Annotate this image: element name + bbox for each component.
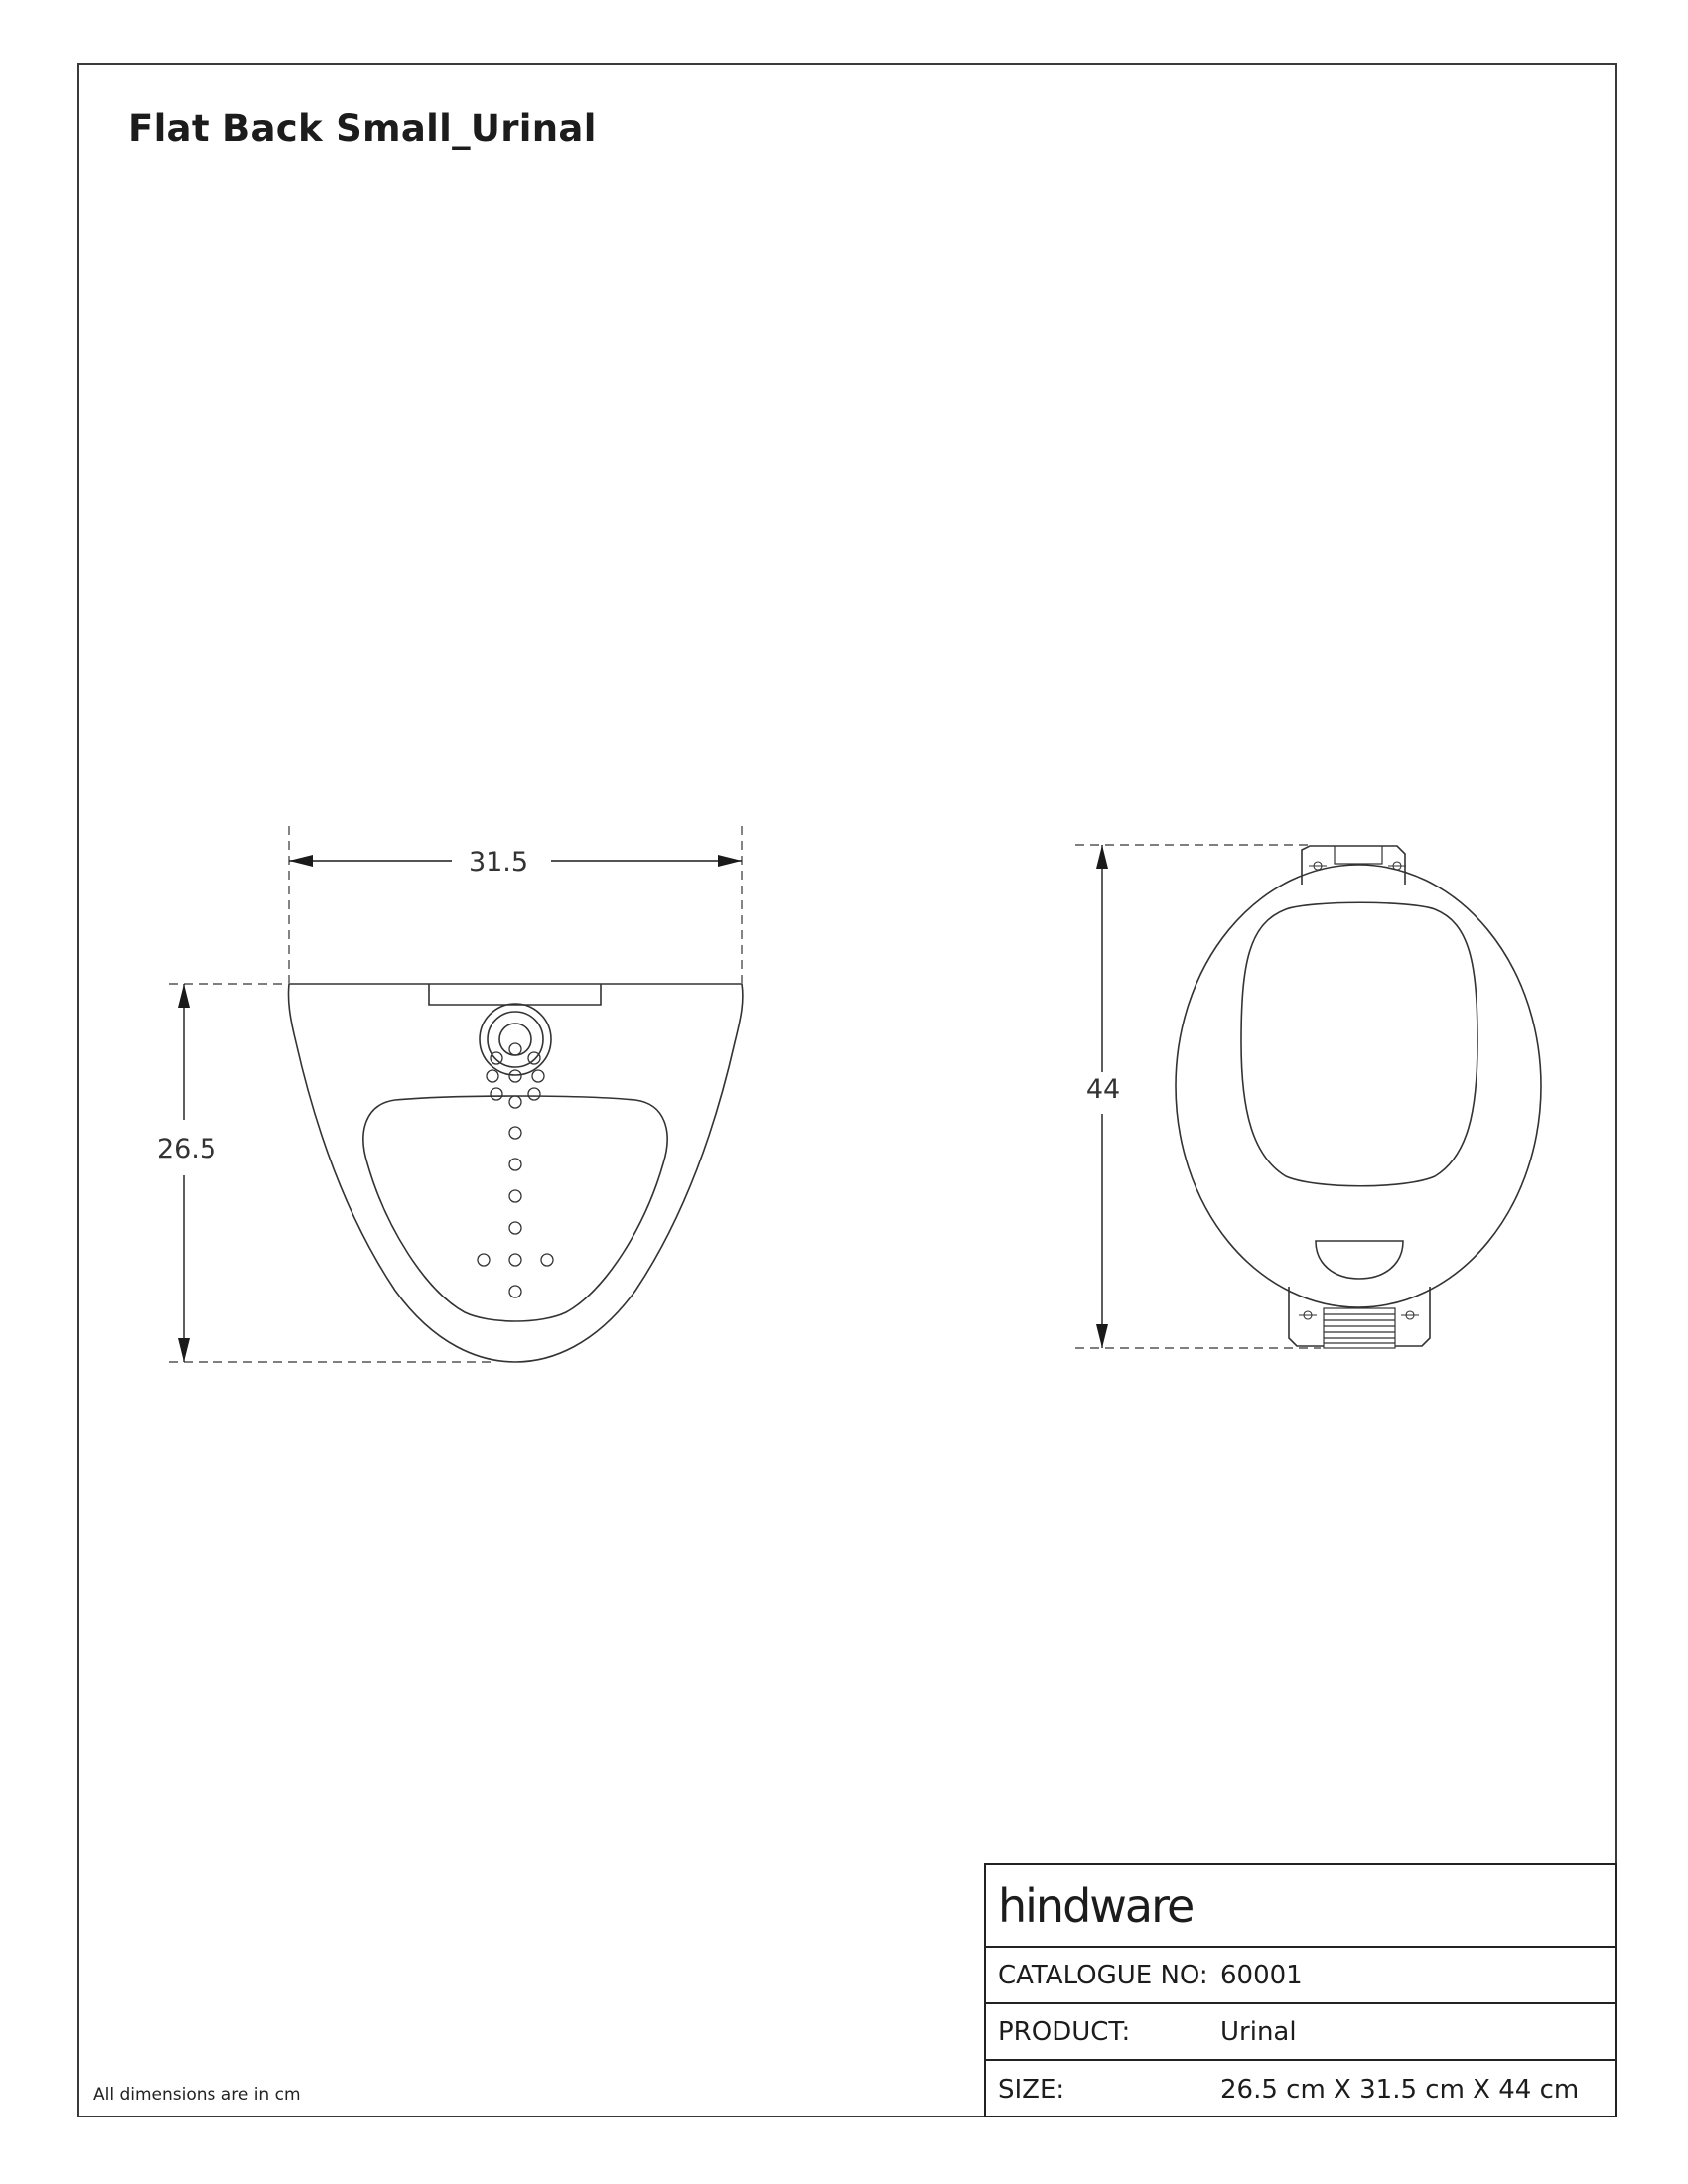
dimensions-note: All dimensions are in cm (93, 2085, 301, 2105)
brand-logo (986, 1865, 1615, 1948)
inner-basin-outline (363, 1096, 667, 1321)
title-block-row-size (986, 2061, 1615, 2117)
product-key: PRODUCT: (998, 2016, 1131, 2047)
top-bracket-inner (1335, 846, 1382, 864)
drawing-title: Flat Back Small_Urinal (128, 107, 597, 150)
bottom-bracket-screws (1299, 1311, 1419, 1319)
product-value: Urinal (1220, 2016, 1297, 2047)
title-block-row-catalogue (986, 1948, 1615, 2004)
size-value: 26.5 cm X 31.5 cm X 44 cm (1220, 2074, 1580, 2105)
flush-holes (478, 1043, 553, 1297)
size-key: SIZE: (998, 2074, 1065, 2105)
front-body-outline (288, 984, 742, 1362)
side-body-inner-outline (1241, 902, 1477, 1186)
spreader-outer-ring (480, 1004, 551, 1075)
catalogue-key: CATALOGUE NO: (998, 1960, 1208, 1990)
outlet-cup (1316, 1241, 1403, 1279)
front-view (169, 826, 743, 1362)
width-dimension-label: 31.5 (468, 847, 529, 878)
threaded-outlet (1324, 1308, 1395, 1348)
catalogue-value: 60001 (1220, 1960, 1303, 1990)
spreader-mid-ring (488, 1012, 543, 1067)
spreader-inner-ring (499, 1024, 531, 1055)
top-inlet-slot (429, 984, 601, 1005)
side-view (1075, 845, 1541, 1348)
title-block (984, 1863, 1617, 2117)
bottom-mounting-bracket (1289, 1287, 1430, 1346)
brand-name: hindware (998, 1878, 1194, 1933)
height-dimension-label: 26.5 (156, 1134, 217, 1164)
title-block-row-product (986, 2004, 1615, 2061)
side-height-dimension-label: 44 (1085, 1074, 1121, 1105)
